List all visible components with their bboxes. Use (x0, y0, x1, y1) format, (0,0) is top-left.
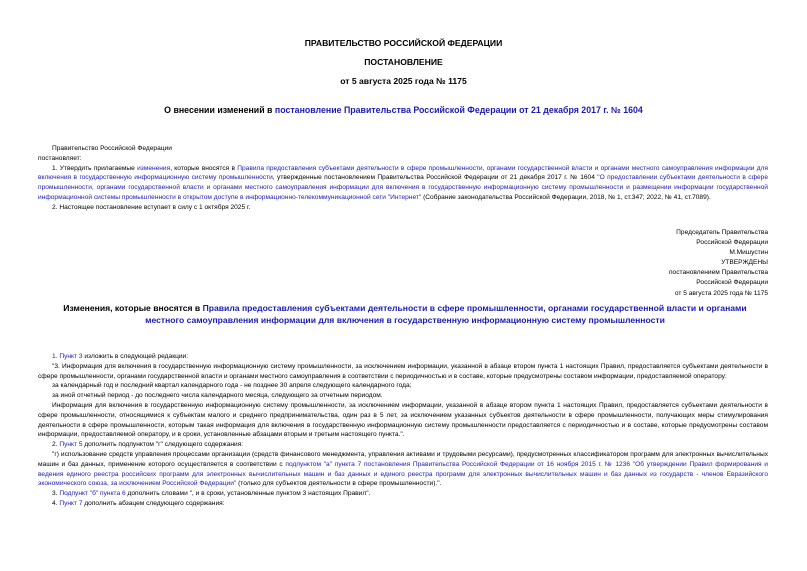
paragraph-2: 2. Настоящее постановление вступает в силу с 1 октября 2025 г. (52, 203, 251, 211)
p1-link-resolution[interactable]: "О предоставлении субъектами деятельности в сфере промышленности, органами государственной власти и органами местного самоуправления информации для включения в государственную информационную систему промышленности и размещении информации государственной информационной системы промышленности в открытом доступе в информационно-телекоммуникационной сети "Интернет" (38, 174, 768, 201)
item-1-link[interactable]: 1. Пункт 3 (52, 353, 83, 360)
item-2-quote-link[interactable]: подпунктом "а" пункта 7 постановления Правительства Российской Федерации от 16 ноября 2015 г. № 1236 "Об утверждении Правил формирования и ведения единого реестра российских программ для электронных вычислительных машин и баз данных и единого реестра программ для электронных вычислительных машин и баз данных из государств - членов Евразийского экономического союза, за исключением Российской Федерации" (38, 460, 768, 488)
intro-line-2: постановляет: (38, 154, 82, 162)
item-3-prefix: 3. (52, 490, 60, 498)
sign-line-5: постановлением Правительства (668, 269, 768, 277)
p1-text-b: , которые вносятся в (170, 164, 238, 172)
item-1-quote-1: "3. Информация для включения в государственную информационную систему промышленности, за исключением информации, указанной в абзаце втором пункта 1 настоящих Правил, предоставляется субъектами деятельности в сфере промышленности, органами государственной власти и органами местного самоуправления в соответствии с периодичностью и в составе, которые предусмотрены составом информации, предоставляемой оператору: (38, 362, 768, 380)
sign-line-2: Российской Федерации (696, 239, 768, 247)
changes-list (38, 352, 768, 509)
p1-link-rules[interactable]: Правила предоставления субъектами деятельности в сфере промышленности, органами государственной власти и органами местного самоуправления информации для включения в государственную информационную систему промышленности (38, 164, 768, 182)
changes-title-link[interactable]: Правила предоставления субъектами деятельности в сфере промышленности, органами государственной власти и органами местного самоуправления информации для включения в государственную информационную систему промышленности (145, 303, 747, 325)
intro-line-1: Правительство Российской Федерации (52, 145, 172, 152)
changes-title-prefix: Изменения, которые вносятся в (63, 303, 203, 313)
item-1 (38, 352, 768, 362)
subject-link[interactable]: постановление Правительства Российской Федерации от 21 декабря 2017 г. № 1604 (274, 105, 643, 115)
sign-line-1: Председатель Правительства (676, 229, 768, 236)
item-2 (38, 440, 768, 450)
item-2-quote-b: (только для субъектов деятельности в сфере промышленности).". (236, 480, 442, 488)
paragraph-1 (38, 164, 768, 203)
item-4-link[interactable]: Пункт 7 (59, 499, 83, 507)
item-2-link[interactable]: Пункт 5 (59, 441, 83, 449)
item-3-text: дополнить словами ", и в сроки, установленные пунктом 3 настоящих Правил". (125, 490, 371, 498)
item-3-link[interactable]: Подпункт "б" пункта 6 (59, 490, 126, 498)
sign-line-4: УТВЕРЖДЕНЫ (721, 259, 768, 267)
item-2-text: дополнить подпунктом "г" следующего содержания: (82, 441, 244, 449)
p1-text-d: (Собрание законодательства Российской Федерации, 2018, № 1, ст.347; 2022, № 41, ст.7089). (421, 193, 711, 201)
item-1-quote-4: Информация для включения в государственную информационную систему промышленности, за исключением информации, указанной в абзаце втором пункта 1 настоящих Правил, предоставляется субъектами деятельности в сфере промышленности, относящимися к субъектам малого и среднего предпринимательства, один раз в 5 лет, за исключением указанных субъектов деятельности в сфере промышленности, получающих меры стимулирования деятельности в сфере промышленности, которым такая информация для включения в государственную информационную систему промышленности предоставляется с периодичностью и в составе, которые предусмотрены составом информации, предоставляемой оператору, и в сроки, установленные абзацами вторым и третьим настоящего пункта.". (38, 401, 768, 439)
subject-prefix: О внесении изменений в (164, 105, 275, 115)
item-4-text: дополнить абзацем следующего содержания: (82, 499, 225, 507)
item-1-text: изложить в следующей редакции: (82, 353, 189, 360)
p1-text-a: 1. Утвердить прилагаемые (52, 164, 138, 172)
government-heading: ПРАВИТЕЛЬСТВО РОССИЙСКОЙ ФЕДЕРАЦИИ (304, 38, 503, 48)
signature-block (568, 228, 768, 299)
p1-text-c: , утвержденные постановлением Правительства Российской Федерации от 21 декабря 2017 г. № 1604 (272, 174, 598, 182)
document-date-number: от 5 августа 2025 года № 1175 (340, 76, 467, 86)
item-4-prefix: 4. (52, 499, 60, 507)
item-2-quote-a: "г) использование средств управления процессами организации (средств финансового менеджмента, управления активами и трудовыми ресурсами), предусмотренных классификатором программ для электронных вычислительных машин и баз данных, применение которого осуществляется в соответствии с (38, 450, 768, 468)
item-4 (38, 499, 768, 509)
item-1-quote-2: за календарный год и последний квартал календарного года - не позднее 30 апреля следующего календарного года; (52, 382, 412, 390)
preamble-block (38, 144, 768, 213)
item-2-quote (38, 450, 768, 489)
document-type: ПОСТАНОВЛЕНИЕ (364, 57, 443, 67)
changes-title (60, 302, 750, 326)
item-3 (38, 489, 768, 499)
item-1-quote-3: за иной отчетный период - до последнего числа календарного месяца, следующего за отчетным периодом. (52, 392, 383, 400)
p1-link-changes[interactable]: изменения (137, 164, 171, 172)
sign-line-6: Российской Федерации (696, 279, 768, 287)
sign-line-3: М.Мишустин (729, 249, 768, 257)
sign-line-7: от 5 августа 2025 года № 1175 (674, 289, 768, 297)
item-2-prefix: 2. (52, 441, 60, 449)
document-subject (0, 105, 807, 115)
